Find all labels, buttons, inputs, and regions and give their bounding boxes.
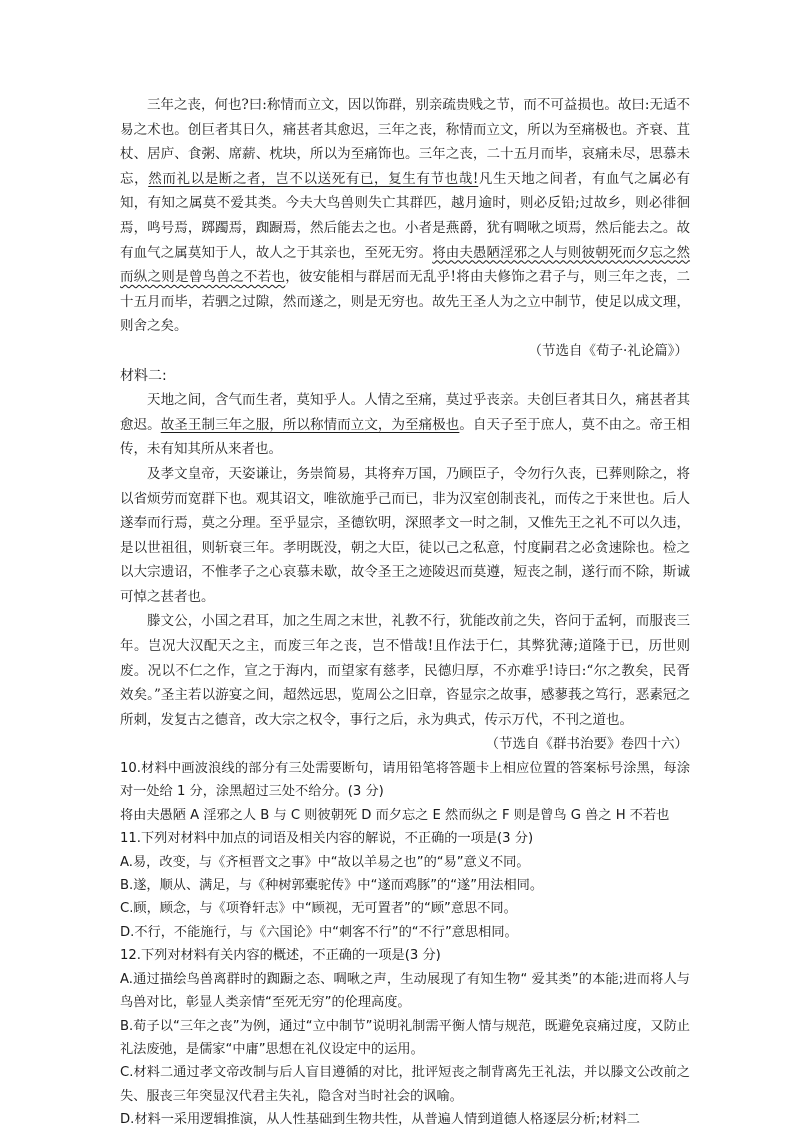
material1-text-1: 三年之丧，何也?曰:称情而立文，因以饰群，别亲疏贵贱之节，而不可益损也。故曰:无适不易之术也。创巨者其日久，痛甚者其愈迟，三年之丧，称情而立文，所以为至痛极也。齐衰、苴杖、居庐、食粥、席薪、枕块，所以为至痛饰也。三年之丧，二十五月而毕，哀痛未尽，思慕未忘，: [120, 97, 690, 187]
question-12-option-d: D.材料一采用逻辑推演，从人性基础到生物共性，从普遍人情到道德人格逐层分析;材料二: [120, 1112, 640, 1128]
question-12-option-c: C.材料二通过孝文帝改制与后人盲目遵循的对比，批评短丧之制背离先王礼法，并以滕文公改前之失、服丧三年突显汉代君主失礼，隐含对当时社会的讽喻。: [120, 1065, 690, 1104]
question-11-stem: 11.下列对材料中加点的词语及相关内容的解说，不正确的一项是(3 分): [120, 831, 534, 847]
question-12-stem: 12.下列对材料有关内容的概述，不正确的一项是(3 分): [120, 948, 441, 964]
material2-paragraph-3: 滕文公，小国之君耳，加之生周之末世，礼教不行，犹能改前之失，咨问于孟轲，而服丧三年。岂况大汉配天之主，而废三年之丧，岂不惜哉!且作法于仁，其弊犹薄;道隆于已，历世则废。况以不仁之作，宣之于海内，而望家有慈孝，民德归厚，不亦难乎!诗曰:“尔之教矣，民胥效矣。”圣主若以游宴之间，超然远思，览周公之旧章，咨显宗之故事，感蓼莪之笃行，恶素冠之所刺，发复古之德音，改大宗之权令，事行之后，永为典式，传示万代，不刊之道也。: [120, 613, 690, 728]
question-11-option-b: B.遂，顺从、满足，与《种树郭橐驼传》中“遂而鸡豚”的“遂”用法相同。: [120, 878, 544, 894]
question-11-option-a: A.易，改变，与《齐桓晋文之事》中“故以羊易之也”的“易”意义不同。: [120, 854, 530, 870]
question-12-option-b: B.荀子以“三年之丧”为例，通过“立中制节”说明礼制需平衡人情与规范，既避免哀痛过度，又防止礼法废弛，是儒家“中庸”思想在礼仪设定中的运用。: [120, 1018, 690, 1057]
material2-underlined-sentence: 故圣王制三年之服，所以称情而立文，为至痛极也: [160, 416, 460, 433]
material1-text-2: 凡生天地之间者，有血气之属必有知，有知之属莫不爱其类。今夫大鸟兽则失亡其群匹，越月逾时，则必反铅;过故乡，则必徘徊焉，鸣号焉，踯躅焉，踟蹰焉，然后能去之也。小者是燕爵，犹有啁啾之顷焉，然后能去之。故有血气之属莫知于人，故人之于其亲也，至死无穷。: [120, 170, 691, 261]
exam-page: [120, 93, 690, 1132]
question-12-option-a: A.通过描绘鸟兽离群时的踟蹰之态、啁啾之声，生动展现了有知生物“ 爱其类”的本能;进而将人与鸟兽对比，彰显人类亲情“至死无穷”的伦理高度。: [120, 971, 690, 1011]
material1-underlined-sentence: 然而礼以是断之者，岂不以送死有已，复生有节也哉!: [148, 170, 479, 187]
material2-title: 材料二:: [120, 367, 167, 384]
material2-paragraph-1: [120, 388, 690, 462]
question-11-option-d: D.不行，不能施行，与《六国论》中“刺客不行”的“不行”意思相同。: [120, 924, 518, 940]
question-10-sentence: 将由夫愚陋 A 淫邪之人 B 与 C 则彼朝死 D 而夕忘之 E 然而纵之 F 则是曾鸟 G 兽之 H 不若也: [120, 807, 670, 823]
material1-source: （节选自《荀子·礼论篇》）: [528, 342, 688, 359]
material2-source: （节选自《群书治要》卷四十六）: [485, 736, 688, 753]
material2-text-2: 。自天子至于庶人，莫不由之。帝王相传，未有知其所从来者也。: [120, 416, 691, 458]
material2-text-1: 天地之间，含气而生者，莫知乎人。人情之至痛，莫过乎丧亲。夫创巨者其日久，痛甚者其愈迟。: [120, 392, 690, 433]
material1-text-3: ，彼安能相与群居而无乱乎!将由夫修饰之君子与，则三年之丧，二十五月而毕，若驷之过隙，然而遂之，则是无穷也。故先王圣人为之立中制节，使足以成文理，则舍之矣。: [120, 269, 690, 335]
material1-paragraph: [120, 93, 690, 339]
question-11-option-c: C.顾，顾念，与《项脊轩志》中“顾视，无可置者”的“顾”意思不同。: [120, 901, 517, 917]
material1-wavy-sentence: 将由夫愚陋淫邪之人与则彼朝死而夕忘之然而纵之则是曾鸟兽之不若也: [120, 244, 691, 286]
question-10-stem: 10.材料中画波浪线的部分有三处需要断句，请用铅笔将答题卡上相应位置的答案标号涂黑，每涂对一处给 1 分，涂黑超过三处不给分。(3 分): [120, 761, 690, 800]
material2-paragraph-2: 及孝文皇帝，天姿谦让，务崇简易，其将弃万国，乃顾臣子，令勿行久丧，已葬则除之，将以省烦劳而宽群下也。观其诏文，唯欲施乎己而已，非为汉室创制丧礼，而传之于来世也。后人遂奉而行焉，莫之分理。至乎显宗，圣德钦明，深照孝文一时之制，又惟先王之礼不可以久违，是以世祖徂，则斩衰三年。孝明既没，朝之大臣，徒以己之私意，忖度嗣君之必贪速除也。检之以大宗遗诏，不惟孝子之心哀慕未歇，故令圣王之迹陵迟而莫遵，短丧之制，遂行而不除，斯诚可悼之甚者也。: [120, 465, 690, 605]
